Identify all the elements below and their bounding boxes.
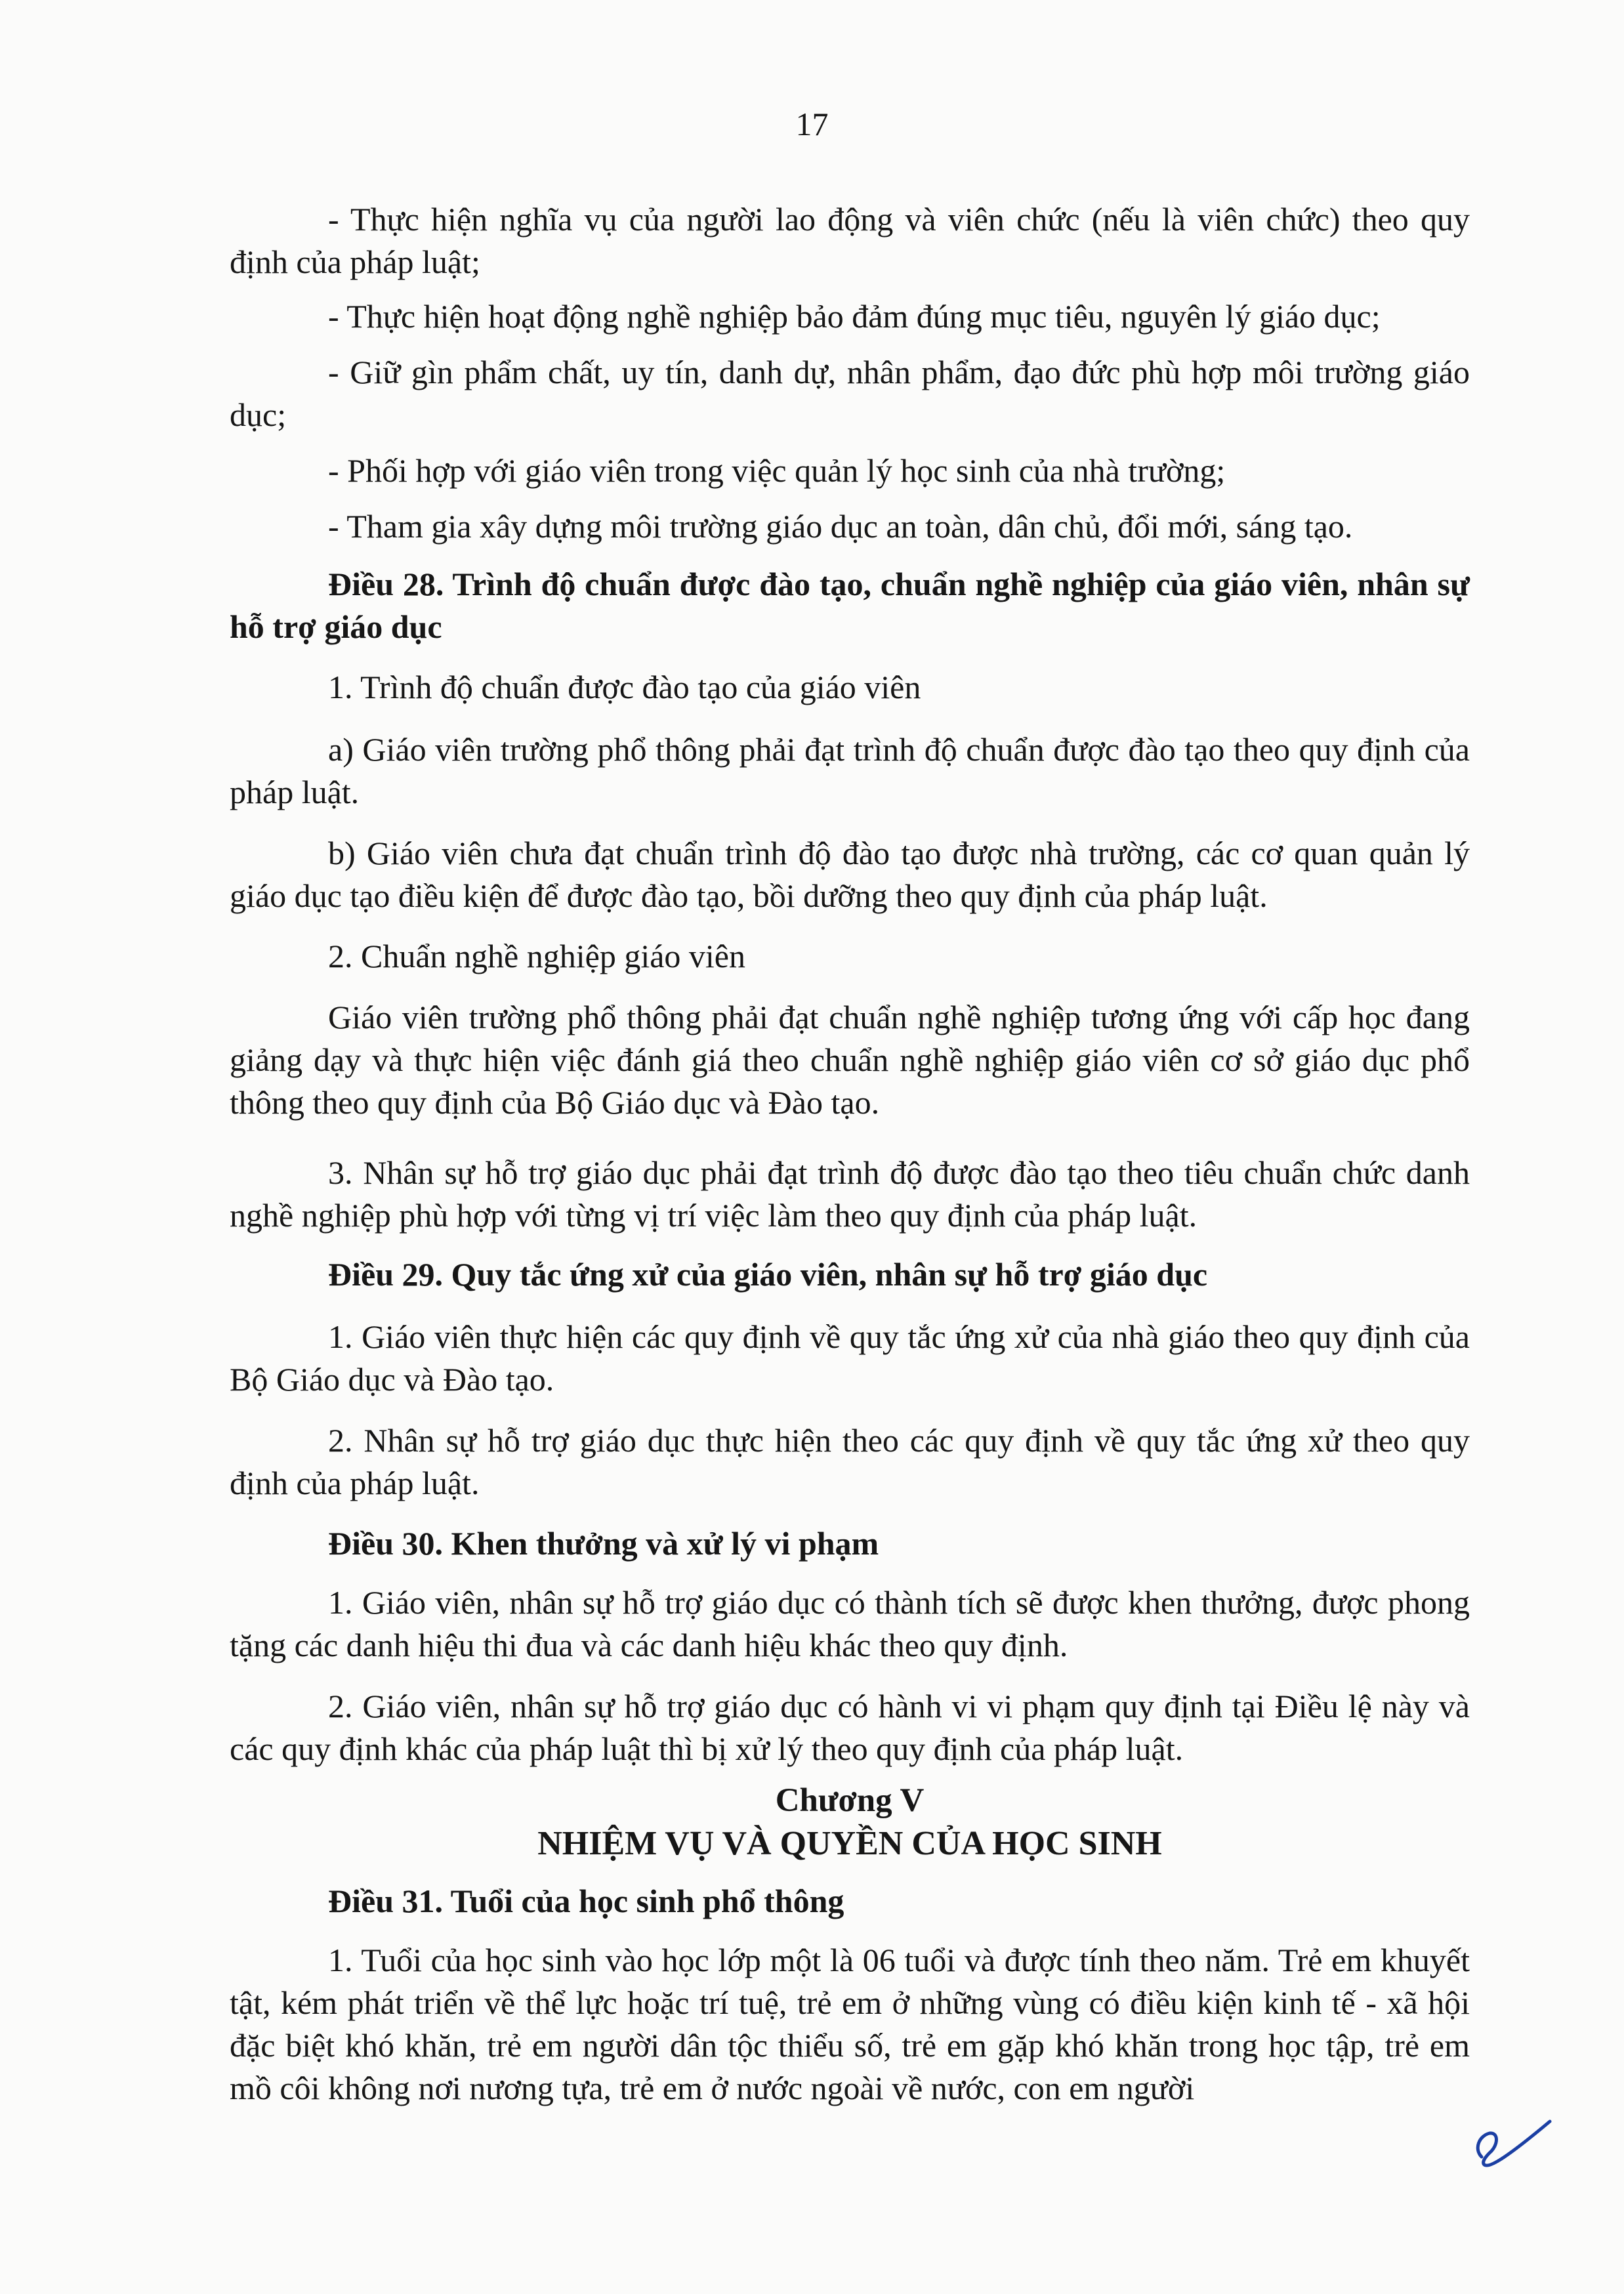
paragraph: Giáo viên trường phổ thông phải đạt chuẩn nghề nghiệp tương ứng với cấp học đang giảng dạy và thực hiện việc đánh giá theo chuẩn nghề nghiệp giáo viên cơ sở giáo dục phổ thông theo quy định của Bộ Giáo dục và Đào tạo. xyxy=(230,999,1470,1121)
paragraph: - Giữ gìn phẩm chất, uy tín, danh dự, nhân phẩm, đạo đức phù hợp môi trường giáo dục; xyxy=(230,354,1470,433)
paragraph: 1. Giáo viên thực hiện các quy định về quy tắc ứng xử của nhà giáo theo quy định của Bộ Giáo dục và Đào tạo. xyxy=(230,1318,1470,1398)
paragraph: - Thực hiện nghĩa vụ của người lao động và viên chức (nếu là viên chức) theo quy định của pháp luật; xyxy=(230,201,1470,280)
paragraph: - Tham gia xây dựng môi trường giáo dục an toàn, dân chủ, đổi mới, sáng tạo. xyxy=(328,508,1353,545)
chapter-number: Chương V xyxy=(775,1782,925,1819)
initials-signature xyxy=(1470,2110,1555,2182)
paragraph: 2. Giáo viên, nhân sự hỗ trợ giáo dục có hành vi vi phạm quy định tại Điều lệ này và các quy định khác của pháp luật thì bị xử lý theo quy định của pháp luật. xyxy=(230,1688,1470,1767)
paragraph: 1. Giáo viên, nhân sự hỗ trợ giáo dục có thành tích sẽ được khen thưởng, được phong tặng các danh hiệu thi đua và các danh hiệu khác theo quy định. xyxy=(230,1584,1470,1663)
article-heading: Điều 31. Tuổi của học sinh phổ thông xyxy=(328,1883,844,1919)
paragraph: b) Giáo viên chưa đạt chuẩn trình độ đào tạo được nhà trường, các cơ quan quản lý giáo dục tạo điều kiện để được đào tạo, bồi dưỡng theo quy định của pháp luật. xyxy=(230,835,1470,914)
paragraph: 2. Nhân sự hỗ trợ giáo dục thực hiện theo các quy định về quy tắc ứng xử theo quy định của pháp luật. xyxy=(230,1422,1470,1501)
chapter-title: NHIỆM VỤ VÀ QUYỀN CỦA HỌC SINH xyxy=(537,1825,1162,1862)
paragraph: 2. Chuẩn nghề nghiệp giáo viên xyxy=(328,938,745,974)
paragraph: - Phối hợp với giáo viên trong việc quản lý học sinh của nhà trường; xyxy=(328,452,1226,489)
paragraph: 1. Tuổi của học sinh vào học lớp một là 06 tuổi và được tính theo năm. Trẻ em khuyết tật, kém phát triển về thể lực hoặc trí tuệ, trẻ em ở những vùng có điều kiện kinh tế - xã hội đặc biệt khó khăn, trẻ em người dân tộc thiểu số, trẻ em gặp khó khăn trong học tập, trẻ em mồ côi không nơi nương tựa, trẻ em ở nước ngoài về nước, con em người xyxy=(230,1942,1470,2106)
paragraph: 3. Nhân sự hỗ trợ giáo dục phải đạt trình độ được đào tạo theo tiêu chuẩn chức danh nghề nghiệp phù hợp với từng vị trí việc làm theo quy định của pháp luật. xyxy=(230,1154,1470,1234)
paragraph: - Thực hiện hoạt động nghề nghiệp bảo đảm đúng mục tiêu, nguyên lý giáo dục; xyxy=(328,298,1381,335)
paragraph: 1. Trình độ chuẩn được đào tạo của giáo viên xyxy=(328,669,921,705)
page-number: 17 xyxy=(795,106,829,142)
article-heading: Điều 28. Trình độ chuẩn được đào tạo, chuẩn nghề nghiệp của giáo viên, nhân sự hỗ trợ giáo dục xyxy=(230,566,1470,645)
article-heading: Điều 29. Quy tắc ứng xử của giáo viên, nhân sự hỗ trợ giáo dục xyxy=(328,1256,1208,1293)
paragraph: a) Giáo viên trường phổ thông phải đạt trình độ chuẩn được đào tạo theo quy định của pháp luật. xyxy=(230,731,1470,810)
article-heading: Điều 30. Khen thưởng và xử lý vi phạm xyxy=(328,1525,879,1562)
